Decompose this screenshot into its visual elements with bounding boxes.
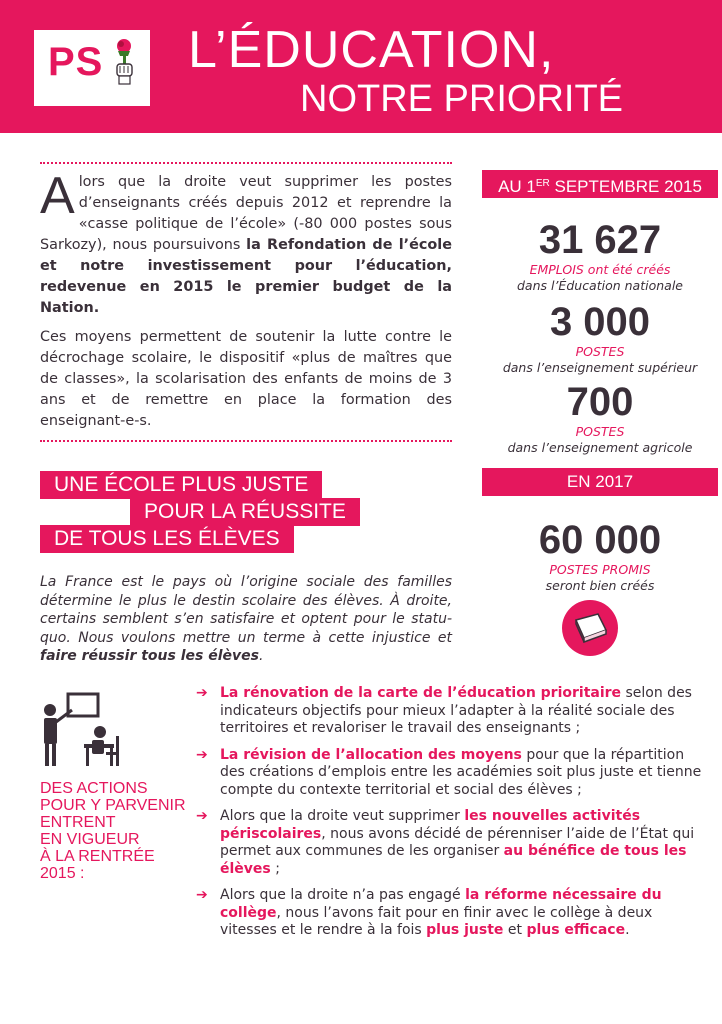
header-banner xyxy=(0,0,722,133)
stat-label: EMPLOIS ont été créés xyxy=(529,262,671,277)
drop-cap: A xyxy=(40,167,75,225)
stat-number: 3 000 xyxy=(549,300,651,344)
lead-paragraph: La France est le pays où l’origine sociale des familles détermine le plus le destin scolaire des élèves. À droite, certains semblent s’en satisfaire et optent pour le statu-quo. Nous voulons mettre un terme à cette injustice et faire réussir tous les élèves. xyxy=(40,574,452,664)
stat-item-2017 xyxy=(482,518,718,594)
stat-number: 31 627 xyxy=(538,218,662,262)
ps-logo xyxy=(34,30,150,106)
arrow-right-icon: ➔ xyxy=(196,746,208,763)
date-badge-2017: EN 2017 xyxy=(482,468,718,496)
logo-text: PS xyxy=(48,40,104,84)
intro-p2: Ces moyens permettent de soutenir la lutte contre le décrochage scolaire, le dispositif «plus de maîtres que de classes», la scolarisation des enfants de moins de 3 ans et de remettre en place la formation des enseignant-e-s. xyxy=(40,329,452,429)
teacher-icon xyxy=(40,692,132,768)
intro-p1-bold: la Refondation de l’école et notre investissement pour l’éducation, redevenue en 2015 le premier budget de la Nation. xyxy=(40,237,452,316)
arrow-right-icon: ➔ xyxy=(196,887,208,903)
divider-bottom xyxy=(40,440,452,442)
list-item: ➔ Alors que la droite n’a pas engagé la réforme nécessaire du collège, nous l’avons fait pour en finir avec le collège à deux vitesses et le rendre à la fois plus juste et plus efficace. xyxy=(196,887,662,938)
stat-item xyxy=(482,218,718,294)
stat-label: POSTES xyxy=(575,424,625,439)
stat-desc: dans l’enseignement agricole xyxy=(507,440,693,455)
page-title-line1: L’ÉDUCATION, xyxy=(188,21,555,79)
divider-top xyxy=(40,162,452,164)
stat-label: POSTES PROMIS xyxy=(549,562,651,577)
stat-number: 60 000 xyxy=(538,518,662,562)
section-band-2: POUR LA RÉUSSITE xyxy=(130,498,360,526)
stat-desc: dans l’enseignement supérieur xyxy=(502,360,698,375)
list-item: ➔ La révision de l’allocation des moyens pour que la répartition des créations d’emplois entre les académies soit plus juste et tienne compte du contexte territorial et social des élèves ; xyxy=(196,746,702,798)
intro-text xyxy=(40,167,452,440)
stats-column xyxy=(482,170,718,594)
book-icon xyxy=(562,600,618,656)
page-title-line2: NOTRE PRIORITÉ xyxy=(300,78,624,120)
rose-fist-icon xyxy=(108,36,142,88)
list-item: ➔ Alors que la droite veut supprimer les nouvelles activités périscolaires, nous avons décidé de pérenniser l’aide de l’État qui permet aux communes de les organiser au bénéfice de tous les élèves ; xyxy=(196,808,695,877)
section-band-1: UNE ÉCOLE PLUS JUSTE xyxy=(40,471,322,499)
stat-item xyxy=(482,380,718,456)
intro-p1: lors que la droite veut supprimer les postes d’enseignants créés depuis 2012 et reprendre la «casse politique de l’école» (-80 000 postes sous Sarkozy), nous poursuivons xyxy=(40,174,452,253)
stat-label: POSTES xyxy=(575,344,625,359)
arrow-right-icon: ➔ xyxy=(196,808,208,824)
section-band-3: DE TOUS LES ÉLÈVES xyxy=(40,525,294,553)
lead-bold: faire réussir tous les élèves xyxy=(40,648,259,664)
actions-title: DES ACTIONS POUR Y PARVENIR ENTRENT EN VIGUEUR À LA RENTRÉE 2015 : xyxy=(40,780,186,882)
arrow-right-icon: ➔ xyxy=(196,685,208,701)
stat-desc: dans l’Éducation nationale xyxy=(516,278,683,293)
stat-item xyxy=(482,300,718,376)
stat-number: 700 xyxy=(566,380,634,424)
date-badge-2015: AU 1ER SEPTEMBRE 2015 xyxy=(482,170,718,198)
actions-list xyxy=(196,685,708,949)
stat-desc: seront bien créés xyxy=(545,578,655,593)
list-item: ➔ La rénovation de la carte de l’éducation prioritaire selon des indicateurs objectifs pour mieux l’adapter à la réalité sociale des territoires et revaloriser le travail des enseignants ; xyxy=(196,685,692,736)
